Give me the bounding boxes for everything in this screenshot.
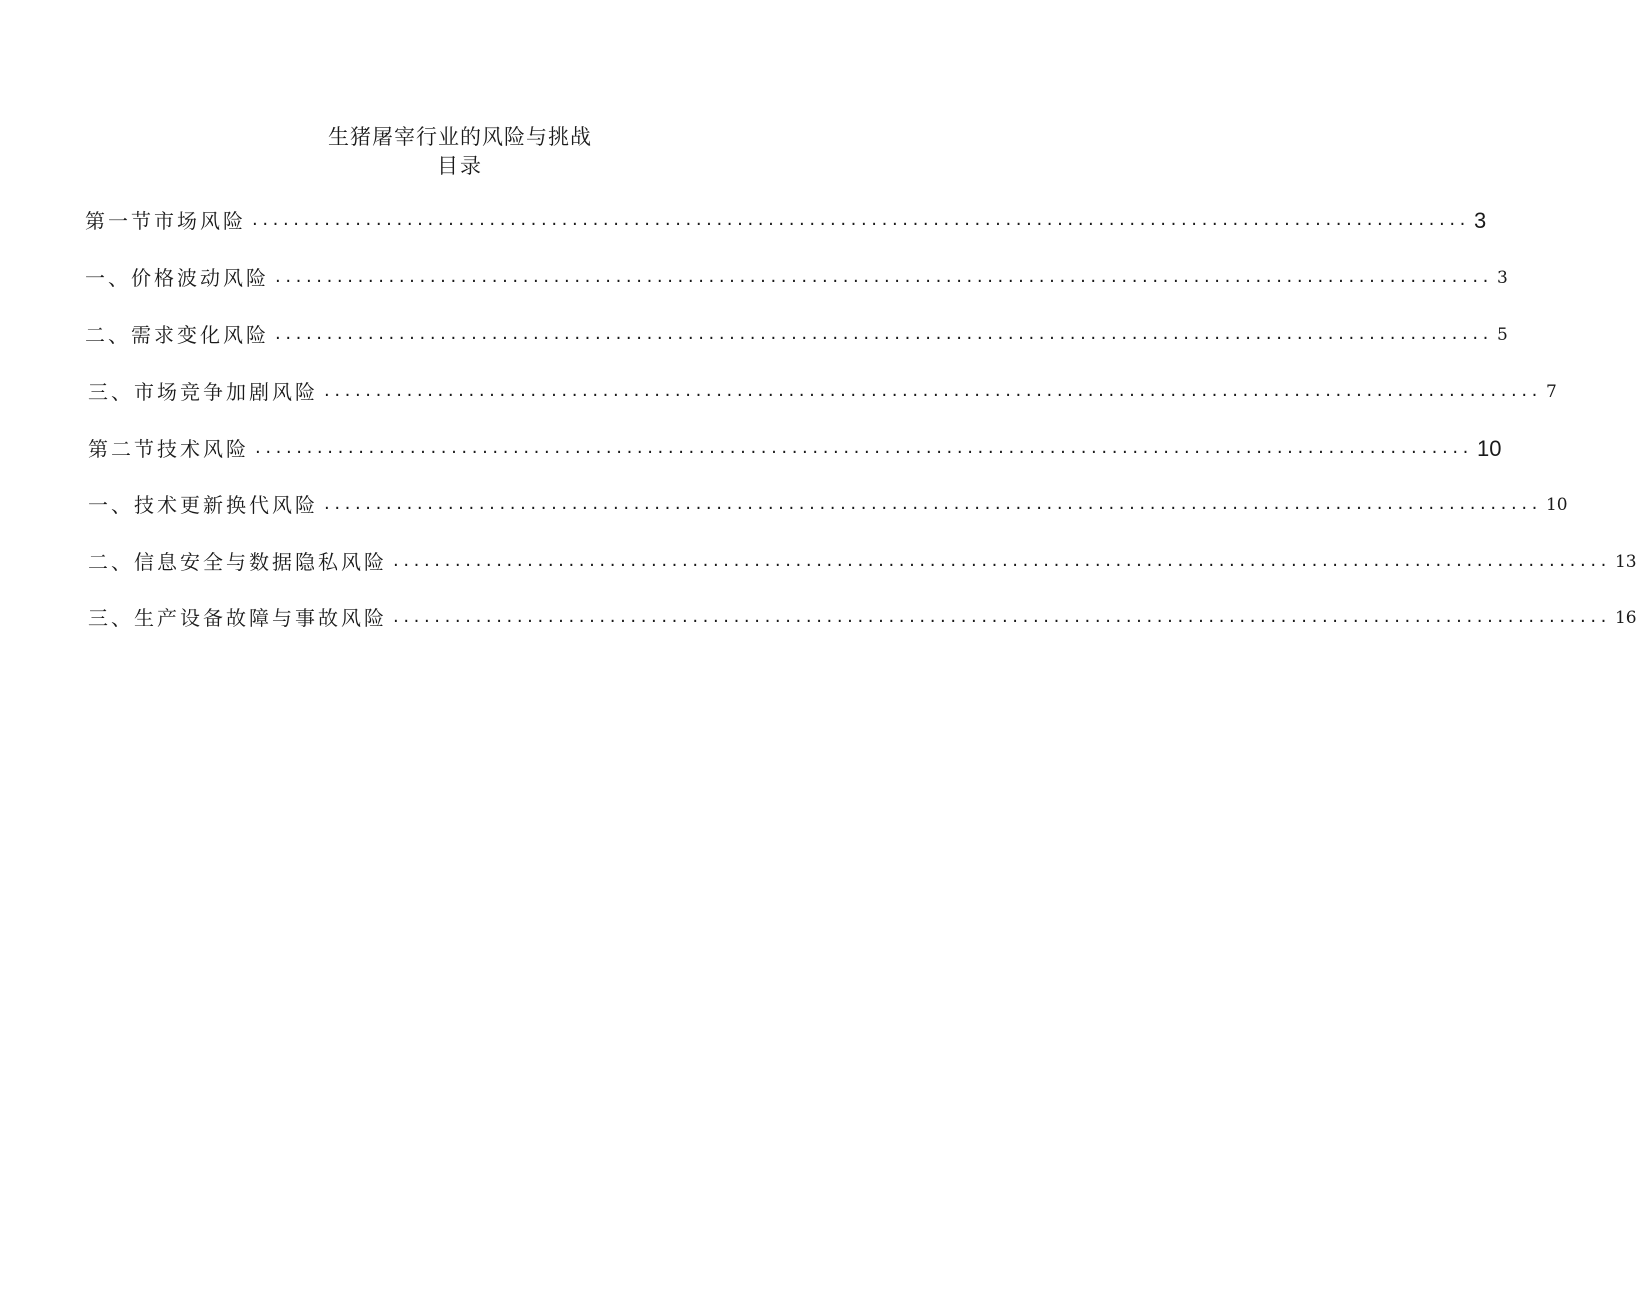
toc-entry-label: 二、需求变化风险 bbox=[85, 323, 269, 347]
toc-dot-leader: ...................................................................................................................... bbox=[252, 209, 1470, 230]
toc-entry-label: 第一节市场风险 bbox=[85, 209, 246, 233]
toc-entry-page: 13 bbox=[1614, 552, 1637, 572]
toc-entry-page: 3 bbox=[1473, 208, 1487, 233]
toc-entry-page: 7 bbox=[1545, 382, 1557, 402]
toc-entry-2-2[interactable] bbox=[88, 543, 1637, 577]
toc-dot-leader: ...................................................................................................................... bbox=[275, 323, 1493, 344]
toc-entry-1-1[interactable] bbox=[85, 259, 1508, 293]
toc-dot-leader: ...................................................................................................................... bbox=[393, 550, 1611, 571]
toc-entry-page: 5 bbox=[1496, 325, 1508, 345]
toc-dot-leader: ...................................................................................................................... bbox=[275, 266, 1493, 287]
toc-dot-leader: ...................................................................................................................... bbox=[255, 437, 1473, 458]
toc-entry-page: 16 bbox=[1614, 608, 1637, 628]
toc-entry-section-2[interactable] bbox=[88, 430, 1502, 464]
toc-entry-page: 10 bbox=[1476, 436, 1502, 461]
document-title: 生猪屠宰行业的风险与挑战 bbox=[328, 125, 592, 149]
toc-dot-leader: ...................................................................................................................... bbox=[324, 380, 1542, 401]
toc-entry-label: 三、市场竞争加剧风险 bbox=[88, 380, 318, 404]
toc-entry-label: 二、信息安全与数据隐私风险 bbox=[88, 550, 387, 574]
toc-entry-label: 一、价格波动风险 bbox=[85, 266, 269, 290]
toc-entry-1-2[interactable] bbox=[85, 316, 1508, 350]
toc-dot-leader: ...................................................................................................................... bbox=[393, 606, 1611, 627]
toc-entry-label: 一、技术更新换代风险 bbox=[88, 493, 318, 517]
toc-entry-1-3[interactable] bbox=[88, 373, 1557, 407]
toc-entry-2-3[interactable] bbox=[88, 599, 1637, 633]
toc-dot-leader: ...................................................................................................................... bbox=[324, 493, 1542, 514]
toc-heading: 目录 bbox=[437, 154, 483, 178]
toc-entry-page: 3 bbox=[1496, 268, 1508, 288]
toc-entry-label: 三、生产设备故障与事故风险 bbox=[88, 606, 387, 630]
toc-entry-section-1[interactable] bbox=[85, 202, 1487, 236]
toc-entry-2-1[interactable] bbox=[88, 486, 1568, 520]
toc-entry-label: 第二节技术风险 bbox=[88, 437, 249, 461]
toc-entry-page: 10 bbox=[1545, 495, 1568, 515]
